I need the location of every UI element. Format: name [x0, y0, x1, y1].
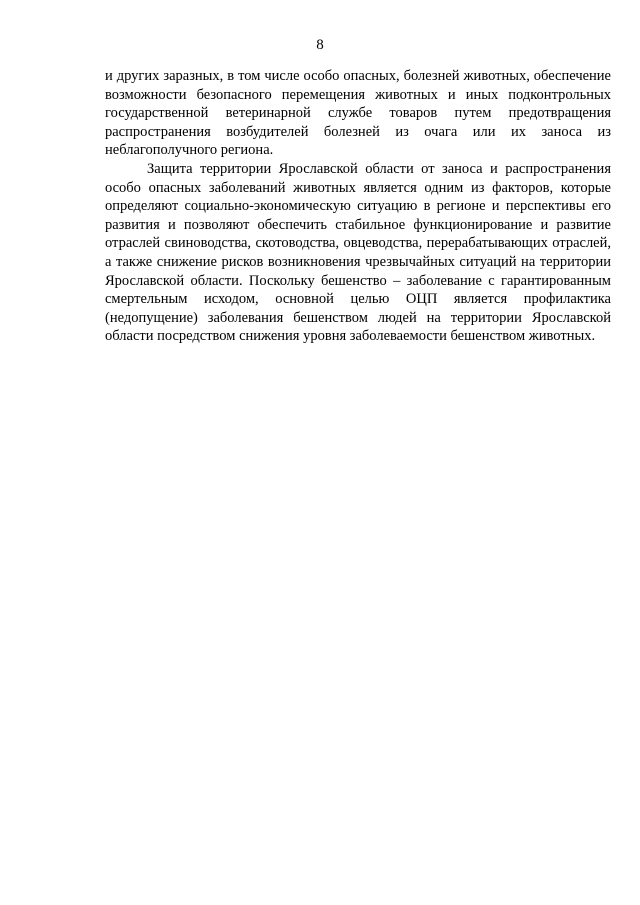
paragraph-protection: Защита территории Ярославской области от заноса и распространения особо опасных заболеваний животных является одним из факторов, которые определяют социально-экономическую ситуацию в регионе и перспективы его развития и позволяют обеспечить стабильное функционирование и развитие отраслей свиноводства, скотоводства, овцеводства, перерабатывающих отраслей, а также снижение рисков возникновения чрезвычайных ситуаций на территории Ярославской области. Поскольку бешенство – заболевание с гарантированным смертельным исходом, основной целью ОЦП является профилактика (недопущение) заболевания бешенством людей на территории Ярославской области посредством снижения уровня заболеваемости бешенством животных.	[105, 160, 611, 345]
document-body	[105, 67, 611, 346]
page-number: 8	[316, 37, 324, 53]
paragraph-continuation: и других заразных, в том числе особо опасных, болезней животных, обеспечение возможности безопасного перемещения животных и иных подконтрольных государственной ветеринарной службе товаров путем предотвращения распространения возбудителей болезней из очага или их заноса из неблагополучного региона.	[105, 68, 611, 159]
